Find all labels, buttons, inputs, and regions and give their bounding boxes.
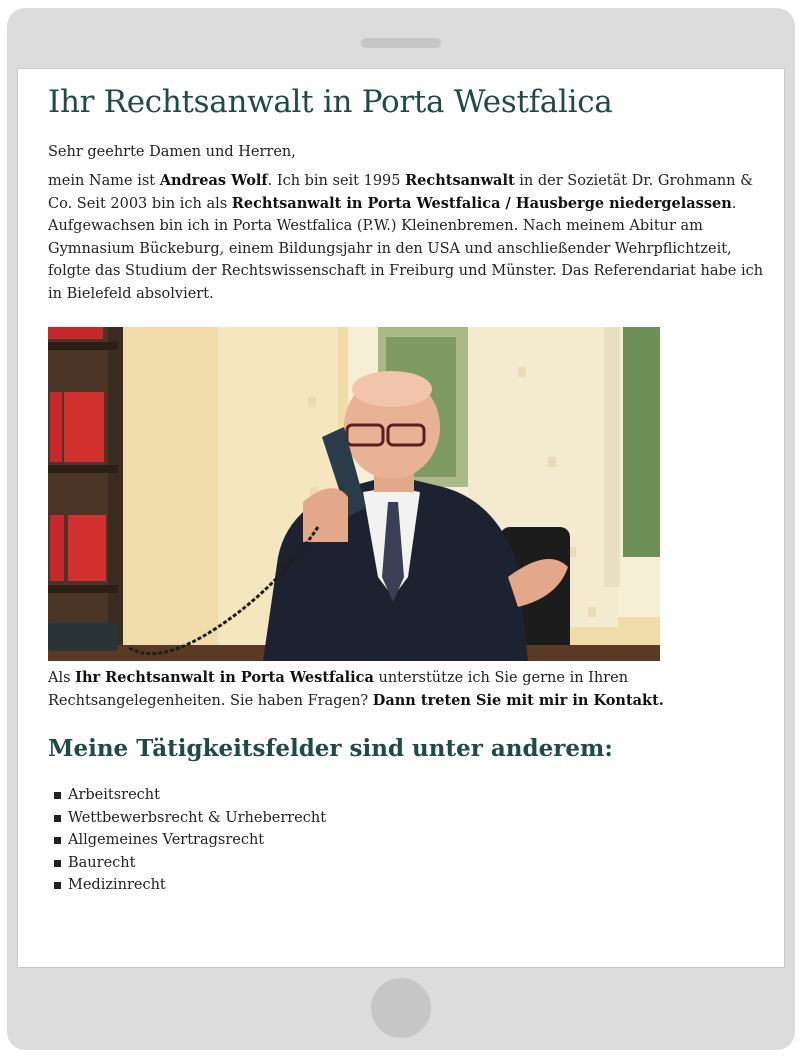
square-bullet-icon — [54, 792, 61, 799]
square-bullet-icon — [54, 882, 61, 889]
lawyer-photo — [48, 327, 660, 661]
square-bullet-icon — [54, 860, 61, 867]
photo-illustration — [48, 327, 660, 661]
list-item — [48, 784, 764, 807]
list-item — [48, 852, 764, 875]
main-content — [48, 69, 764, 897]
list-item-label: Arbeitsrecht — [68, 787, 160, 803]
lawyer-name: Andreas Wolf — [159, 172, 268, 189]
intro-text-3: in der Sozietät Dr. Grohmann & Co. Seit 2003 bin ich als — [48, 173, 754, 212]
cta-text-1: Als — [48, 670, 76, 686]
list-item — [48, 807, 764, 830]
home-button[interactable] — [371, 978, 431, 1038]
profession-label: Rechtsanwalt — [405, 172, 515, 189]
screen-viewport[interactable] — [17, 68, 785, 968]
intro-text-1: mein Name ist — [48, 173, 160, 189]
square-bullet-icon — [54, 815, 61, 822]
list-item-label: Baurecht — [68, 854, 136, 871]
list-item — [48, 874, 764, 897]
page-title: Ihr Rechtsanwalt in Porta Westfalica — [48, 84, 613, 120]
list-item-label: Allgemeines Vertragsrecht — [68, 832, 265, 848]
practice-areas-list — [48, 784, 764, 897]
intro-paragraph — [48, 170, 764, 305]
list-item — [48, 829, 764, 852]
office-location: Rechtsanwalt in Porta Westfalica / Hausberge niedergelassen — [231, 194, 732, 212]
contact-cta: Dann treten Sie mit mir in Kontakt. — [372, 691, 664, 709]
list-item-label: Wettbewerbsrecht & Urheberrecht — [68, 809, 327, 826]
greeting-text: Sehr geehrte Damen und Herren, — [48, 144, 296, 160]
list-item-label: Medizinrecht — [68, 877, 166, 893]
cta-bold-1: Ihr Rechtsanwalt in Porta Westfalica — [75, 669, 374, 686]
intro-text-2: . Ich bin seit 1995 — [267, 173, 406, 189]
tablet-speaker — [361, 38, 441, 48]
contact-paragraph — [48, 667, 764, 712]
intro-text-4: . Aufgewachsen bin ich in Porta Westfalica (P.W.) Kleinenbremen. Nach meinem Abitur am Gymnasium Bückeburg, einem Bildungsjahr in den USA und anschließender Wehrpflichtzeit, folgte das Studium der Rechtswissenschaft in Freiburg und Münster. Das Referendariat habe ich in Bielefeld absolviert. — [48, 195, 764, 302]
cta-text-2: unterstütze ich Sie gerne in Ihren Rechtsangelegenheiten. Sie haben Fragen? — [48, 670, 629, 709]
practice-areas-heading: Meine Tätigkeitsfelder sind unter anderem: — [48, 735, 613, 762]
square-bullet-icon — [54, 837, 61, 844]
